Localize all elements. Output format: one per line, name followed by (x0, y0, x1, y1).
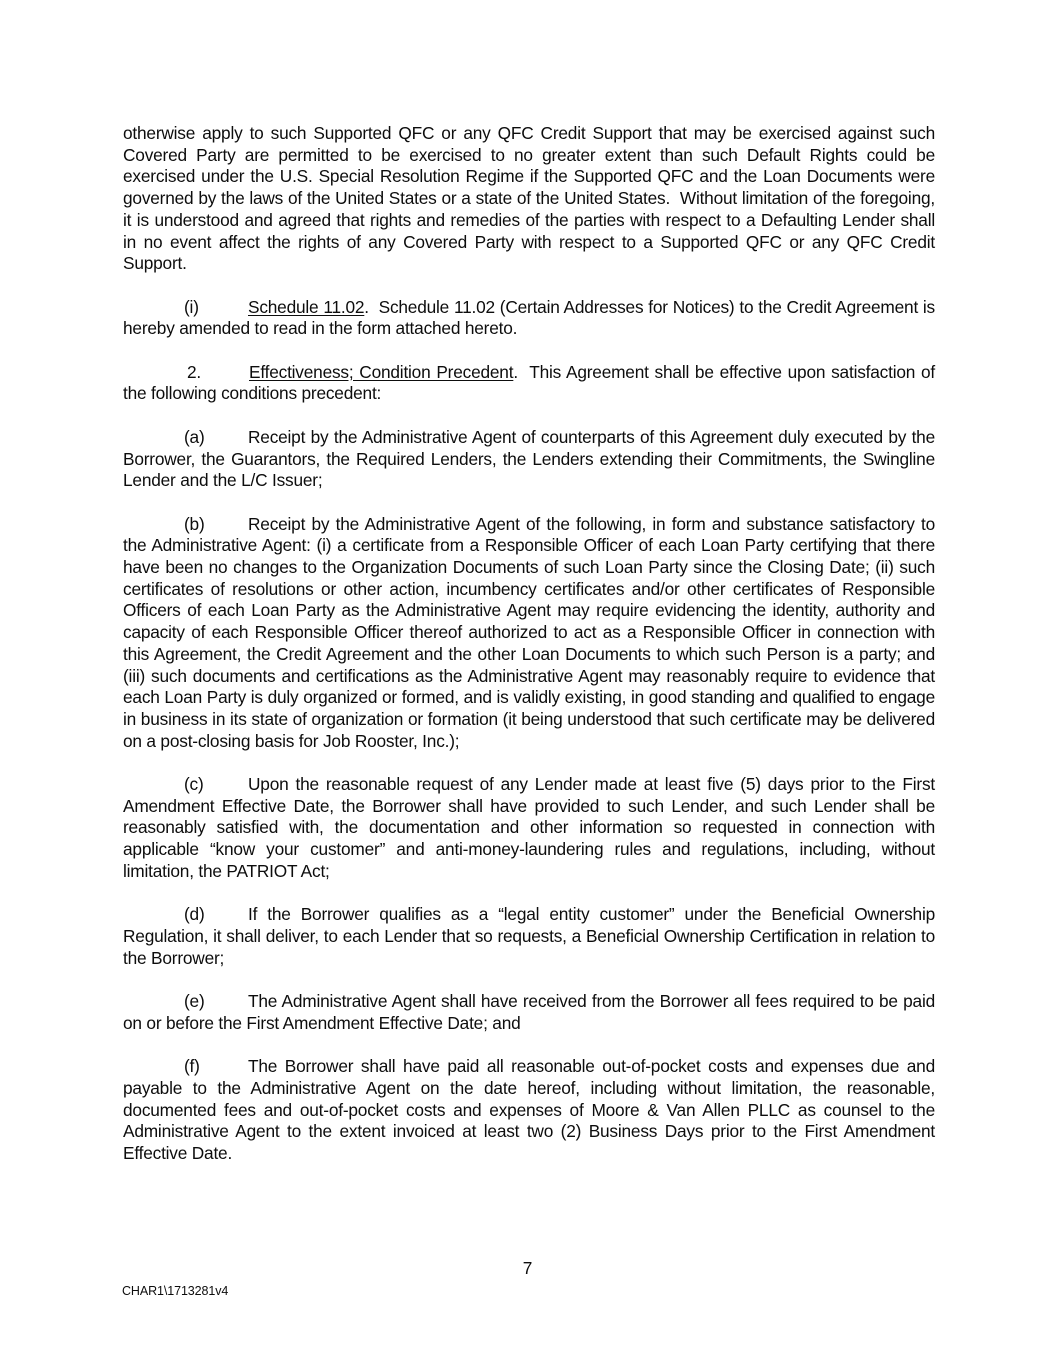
condition-d (123, 904, 935, 969)
clause-text: Upon the reasonable request of any Lender made at least five (5) days prior to the First Amendment Effective Date, the Borrower shall have provided to such Lender, and such Lender shall be reasonably satisfied with, the documentation and other information so requested in connection with applicable “know your customer” and anti-money-laundering rules and regulations, including, without limitation, the PATRIOT Act; (123, 774, 935, 881)
clause-text: If the Borrower qualifies as a “legal entity customer” under the Beneficial Ownership Regulation, it shall deliver, to each Lender that so requests, a Beneficial Ownership Certification in relation to the Borrower; (123, 904, 935, 968)
clause-text: The Borrower shall have paid all reasonable out-of-pocket costs and expenses due and payable to the Administrative Agent on the date hereof, including without limitation, the reasonable, documented fees and out-of-pocket costs and expenses of Moore & Van Allen PLLC as counsel to the Administrative Agent to the extent invoiced at least two (2) Business Days prior to the First Amendment Effective Date. (123, 1056, 935, 1163)
document-body (123, 123, 935, 1186)
clause-text: The Administrative Agent shall have received from the Borrower all fees required to be paid on or before the First Amendment Effective Date; and (123, 991, 935, 1033)
clause-heading-underlined: Schedule 11.02 (248, 296, 365, 317)
clause-text: Receipt by the Administrative Agent of the following, in form and substance satisfactory to the Administrative Agent: (i) a certificate from a Responsible Officer of each Loan Party certifying that there have been no changes to the Organization Documents of such Loan Party since the Closing Date; (ii) such certificates of resolutions or other action, incumbency certificates and/or other certificates of Responsible Officers of each Loan Party as the Administrative Agent may require evidencing the identity, authority and capacity of each Responsible Officer thereof authorized to act as a Responsible Officer in connection with this Agreement, the Credit Agreement and the other Loan Documents to which such Person is a party; and (iii) such documents and certifications as the Administrative Agent may reasonably require to evidence that each Loan Party is duly organized or formed, and is validly existing, in good standing and qualified to engage in business in its state of organization or formation (it being understood that such certificate may be delivered on a post-closing basis for Job Rooster, Inc.); (123, 513, 935, 751)
clause-label: (a) (184, 426, 205, 447)
section-2-effectiveness (123, 362, 935, 405)
clause-label: (i) (184, 296, 199, 317)
clause-label: (b) (184, 513, 205, 534)
condition-f (123, 1056, 935, 1165)
condition-e (123, 991, 935, 1034)
paragraph-text: otherwise apply to such Supported QFC or any QFC Credit Support that may be exercised against such Covered Party are permitted to be exercised to no greater extent than such Default Rights could be exercised under the U.S. Special Resolution Regime if the Supported QFC and the Loan Documents were governed by the laws of the United States or a state of the United States. Without limitation of the foregoing, it is understood and agreed that rights and remedies of the parties with respect to a Defaulting Lender shall in no event affect the rights of any Covered Party with respect to a Supported QFC or any QFC Credit Support. (123, 123, 935, 274)
clause-i-schedule-1102 (123, 297, 935, 340)
page-number: 7 (522, 1258, 533, 1278)
section-number: 2. (187, 361, 202, 382)
clause-text: Receipt by the Administrative Agent of counterparts of this Agreement duly executed by the Borrower, the Guarantors, the Required Lenders, the Lenders extending their Commitments, the Swingline Lender and the L/C Issuer; (123, 426, 935, 491)
condition-c (123, 774, 935, 883)
paragraph-qfc-credit-support (123, 123, 935, 275)
condition-a (123, 427, 935, 492)
clause-label: (d) (184, 904, 205, 925)
clause-label: (c) (184, 774, 204, 795)
section-heading-underlined: Effectiveness; Condition Precedent (249, 361, 514, 382)
clause-label: (e) (184, 991, 205, 1012)
clause-text: . Schedule 11.02 (Certain Addresses for Notices) to the Credit Agreement is hereby amended to read in the form attached hereto. (123, 296, 935, 339)
section-text: . This Agreement shall be effective upon satisfaction of the following conditions precedent: (123, 361, 936, 404)
clause-label: (f) (184, 1056, 200, 1077)
condition-b (123, 514, 935, 753)
document-id-footer: CHAR1\1713281v4 (122, 1284, 229, 1298)
